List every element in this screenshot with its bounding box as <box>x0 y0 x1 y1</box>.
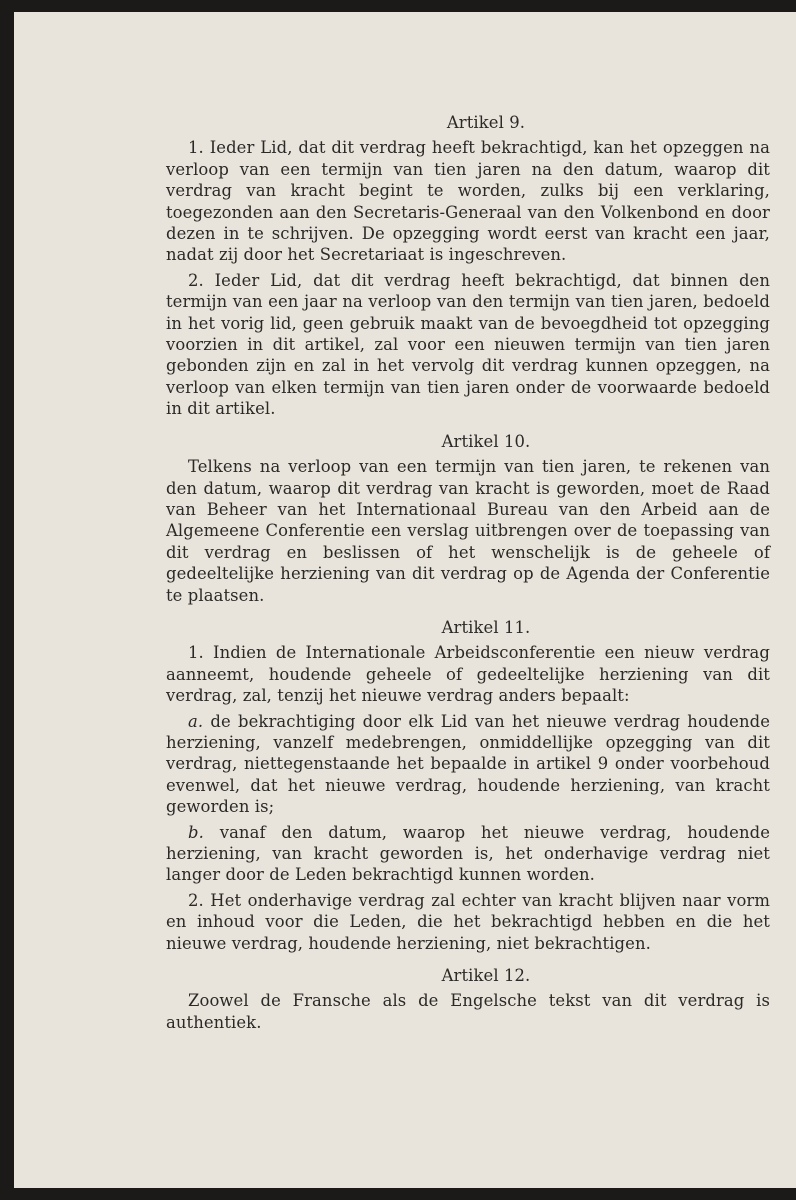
article-12-heading: Artikel 12. <box>441 966 531 986</box>
article-11-paragraph-1: 1. Indien de Internationale Arbeidsconferentie een nieuw verdrag aanneemt, houdende geheele of gedeeltelijke herziening van dit verdrag, zal, tenzij het nieuwe verdrag anders bepaalt: <box>166 643 770 706</box>
article-11-item-a <box>166 711 770 818</box>
article-11-paragraph-2: 2. Het onderhavige verdrag zal echter van kracht blijven naar vorm en inhoud voor die Leden, die het bekrachtigd hebben en die het nieuwe verdrag, houdende herziening, niet bekrachtigen. <box>166 890 770 953</box>
article-9-paragraph-1: 1. Ieder Lid, dat dit verdrag heeft bekrachtigd, kan het opzeggen na verloop van een termijn van tien jaren na den datum, waarop dit verdrag van kracht begint te worden, zulks bij een verklaring, toegezonden aan den Secretaris-Generaal van den Volkenbond en door dezen in te schrijven. De opzegging wordt eerst van kracht een jaar, nadat zij door het Secretariaat is ingeschreven. <box>166 138 770 265</box>
article-11-item-b <box>166 822 770 886</box>
article-11-heading: Artikel 11. <box>441 617 531 637</box>
document-body <box>166 112 770 1033</box>
item-b-text: vanaf den datum, waarop het nieuwe verdrag, houdende herziening, van kracht geworden is, het onderhavige verdrag niet langer door de Leden bekrachtigd kunnen worden. <box>166 822 770 885</box>
item-a-text: de bekrachtiging door elk Lid van het nieuwe verdrag houdende herziening, vanzelf medebrengen, onmiddellijke opzegging van dit verdrag, niettegenstaande het bepaalde in artikel 9 onder voorbehoud evenwel, dat het nieuwe verdrag, houdende herziening, van kracht geworden is; <box>166 711 771 817</box>
item-label-b: b. <box>188 822 204 842</box>
article-9-paragraph-2: 2. Ieder Lid, dat dit verdrag heeft bekrachtigd, dat binnen den termijn van een jaar na verloop van den termijn van tien jaren, bedoeld in het vorig lid, geen gebruik maakt van de bevoegdheid tot opzegging voorzien in dit artikel, zal voor een nieuwen termijn van tien jaren gebonden zijn en zal in het vervolg dit verdrag kunnen opzeggen, na verloop van elken termijn van tien jaren onder de voorwaarde bedoeld in dit artikel. <box>166 270 770 419</box>
article-10-heading: Artikel 10. <box>441 431 531 451</box>
article-12-paragraph-1: Zoowel de Fransche als de Engelsche tekst van dit verdrag is authentiek. <box>166 991 770 1032</box>
article-10-paragraph-1: Telkens na verloop van een termijn van tien jaren, te rekenen van den datum, waarop dit verdrag van kracht is geworden, moet de Raad van Beheer van het Internationaal Bureau van den Arbeid aan de Algemeene Conferentie een verslag uitbrengen over de toepassing van dit verdrag en beslissen of het wenschelijk is de geheele of gedeeltelijke herziening van dit verdrag op de Agenda der Conferentie te plaatsen. <box>166 457 770 605</box>
article-9-heading: Artikel 9. <box>446 113 526 132</box>
document-page <box>14 12 796 1188</box>
item-label-a: a. <box>188 711 204 731</box>
